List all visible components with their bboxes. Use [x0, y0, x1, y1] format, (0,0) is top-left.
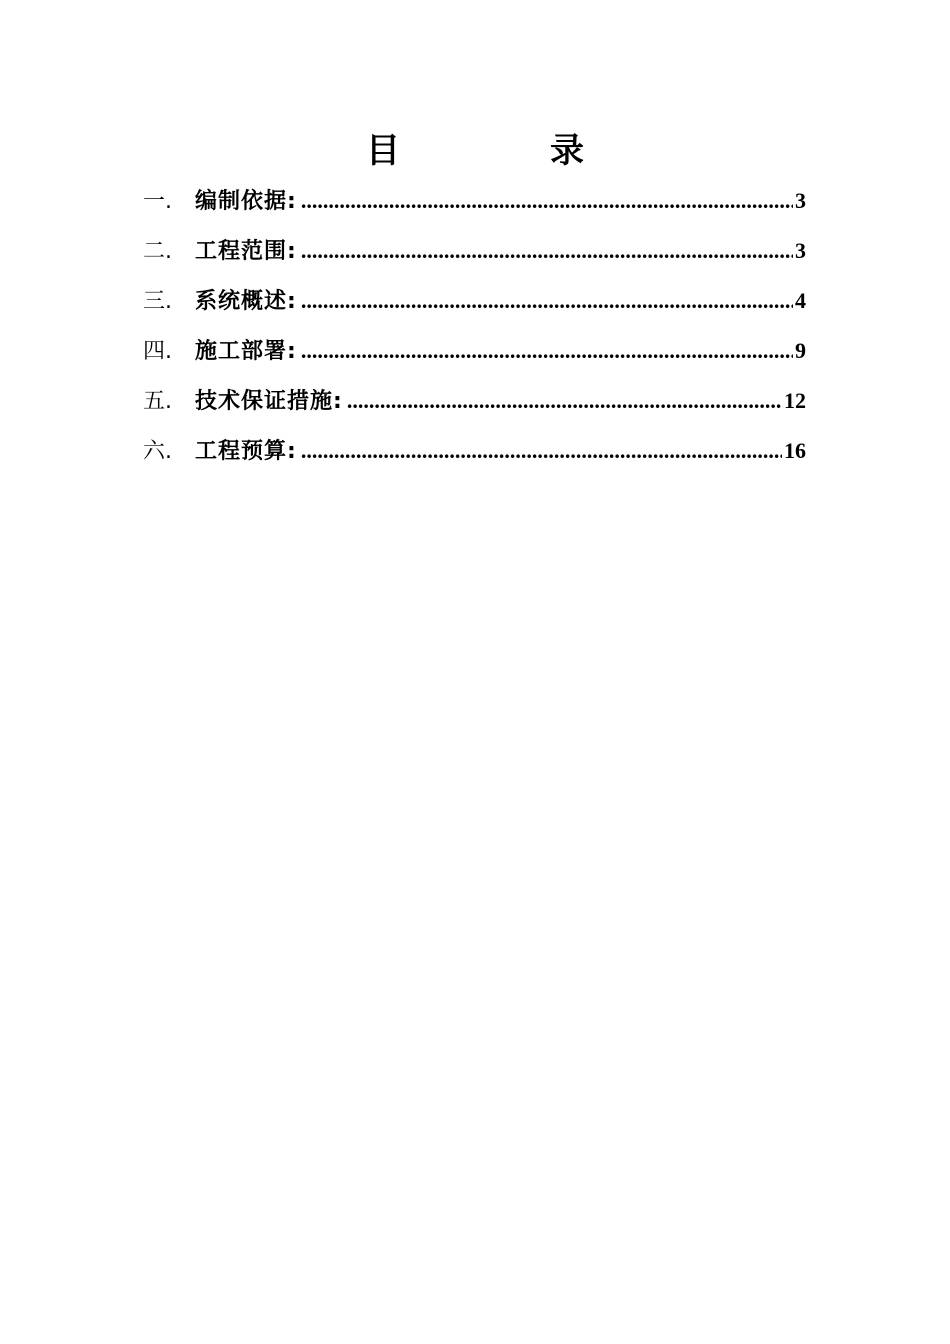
- toc-entry[interactable]: [143, 178, 806, 228]
- toc-entry-label: 编制依据:: [195, 189, 297, 214]
- toc-entry-page: 9: [795, 338, 806, 363]
- toc-entry-page: 16: [784, 438, 806, 463]
- toc-entry-number: 一.: [143, 189, 172, 214]
- toc-list: [143, 178, 806, 478]
- toc-entry-label: 施工部署:: [195, 339, 297, 364]
- toc-entry-number: 六.: [143, 439, 172, 464]
- toc-dot-leader: [301, 178, 793, 224]
- toc-entry[interactable]: [143, 228, 806, 278]
- toc-entry-label: 系统概述:: [195, 289, 297, 314]
- toc-entry-number: 三.: [143, 289, 172, 314]
- toc-entry[interactable]: [143, 278, 806, 328]
- toc-title: 目 录: [366, 131, 642, 171]
- toc-entry-number: 五.: [143, 389, 172, 414]
- toc-dot-leader: [347, 378, 782, 424]
- toc-entry-label: 工程预算:: [195, 439, 297, 464]
- toc-entry-number: 二.: [143, 239, 172, 264]
- toc-entry-page: 3: [795, 238, 806, 263]
- toc-dot-leader: [301, 228, 793, 274]
- toc-dot-leader: [301, 328, 793, 374]
- toc-entry[interactable]: [143, 328, 806, 378]
- toc-dot-leader: [301, 428, 782, 474]
- toc-entry[interactable]: [143, 428, 806, 478]
- toc-entry[interactable]: [143, 378, 806, 428]
- toc-entry-page: 4: [795, 288, 806, 313]
- toc-entry-page: 3: [795, 188, 806, 213]
- toc-entry-label: 工程范围:: [195, 239, 297, 264]
- toc-entry-label: 技术保证措施:: [195, 389, 343, 414]
- toc-dot-leader: [301, 278, 793, 324]
- toc-entry-number: 四.: [143, 339, 172, 364]
- toc-entry-page: 12: [784, 388, 806, 413]
